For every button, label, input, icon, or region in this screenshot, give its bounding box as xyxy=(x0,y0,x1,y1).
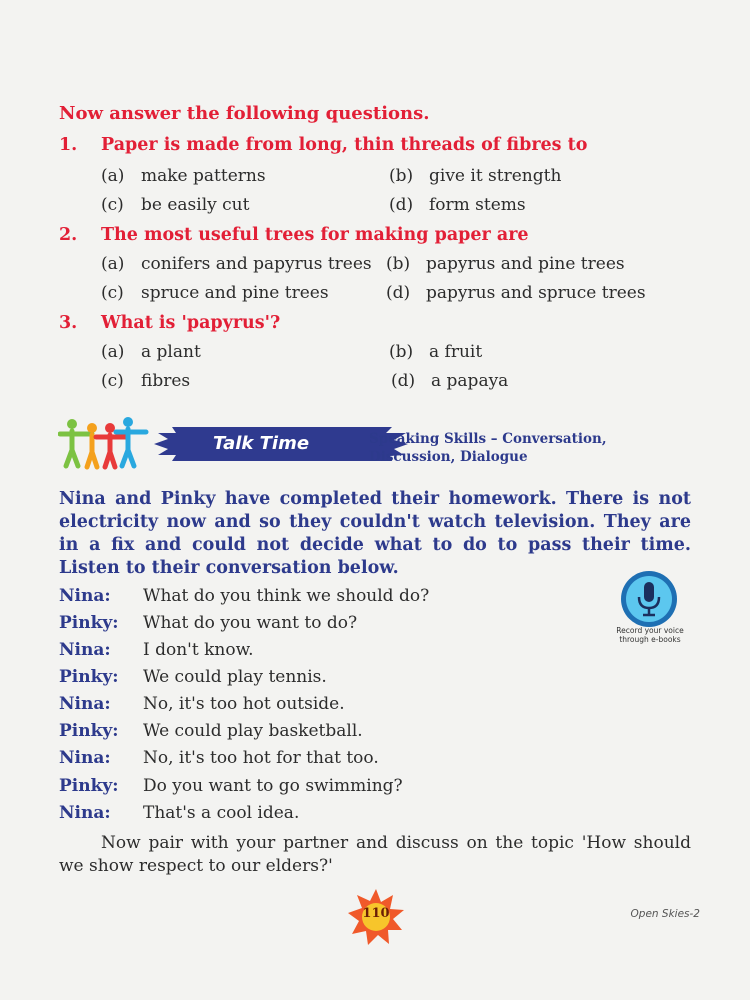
question-text: The most useful trees for making paper are xyxy=(101,225,529,245)
speaker: Nina: xyxy=(59,586,111,606)
questions-heading: Now answer the following questions. xyxy=(59,103,430,124)
option-1a: (a) make patterns xyxy=(101,166,266,186)
closing-paragraph: Now pair with your partner and discuss on the topic 'How should we show respect to our elders?' xyxy=(59,833,691,876)
utterance: What do you want to do? xyxy=(143,613,358,633)
speaker: Nina: xyxy=(59,803,111,823)
option-2b: (b) papyrus and pine trees xyxy=(386,254,625,274)
question-text: Paper is made from long, thin threads of fibres to xyxy=(101,135,588,155)
skills-line-2: Discussion, Dialogue xyxy=(369,449,528,465)
record-caption xyxy=(600,626,700,644)
utterance: Do you want to go swimming? xyxy=(143,776,403,796)
utterance: No, it's too hot for that too. xyxy=(143,748,379,768)
skills-line-1: Speaking Skills – Conversation, xyxy=(369,431,607,447)
option-2a: (a) conifers and papyrus trees xyxy=(101,254,372,274)
speaker: Nina: xyxy=(59,748,111,768)
kids-group-icon xyxy=(58,412,158,472)
speaker: Nina: xyxy=(59,640,111,660)
speaker: Pinky: xyxy=(59,613,119,633)
talk-time-title: Talk Time xyxy=(212,433,310,454)
talk-time-banner xyxy=(58,412,618,472)
page-number: 110 xyxy=(362,906,390,921)
utterance: I don't know. xyxy=(143,640,254,660)
option-1c: (c) be easily cut xyxy=(101,195,250,215)
speaker: Nina: xyxy=(59,694,111,714)
option-3b: (b) a fruit xyxy=(389,342,483,362)
intro-paragraph: Nina and Pinky have completed their homework. There is not electricity now and so they couldn't watch television. They are in a fix and could not decide what to do to pass their time. Listen to their conversation below. xyxy=(59,489,691,578)
record-caption-line-1: Record your voice xyxy=(616,626,684,635)
record-caption-line-2: through e-books xyxy=(619,635,681,644)
utterance: No, it's too hot outside. xyxy=(143,694,345,714)
option-3c: (c) fibres xyxy=(101,371,191,391)
option-3d: (d) a papaya xyxy=(391,371,509,391)
question-number: 1. xyxy=(59,135,78,155)
option-2c: (c) spruce and pine trees xyxy=(101,283,329,303)
utterance: That's a cool idea. xyxy=(143,803,300,823)
question-number: 2. xyxy=(59,225,78,245)
microphone-icon[interactable] xyxy=(620,570,678,628)
speaker: Pinky: xyxy=(59,721,119,741)
option-3a: (a) a plant xyxy=(101,342,201,362)
speaker: Pinky: xyxy=(59,667,119,687)
question-number: 3. xyxy=(59,313,78,333)
question-text: What is 'papyrus'? xyxy=(101,313,281,333)
speaker: Pinky: xyxy=(59,776,119,796)
option-1b: (b) give it strength xyxy=(389,166,562,186)
utterance: We could play tennis. xyxy=(143,667,327,687)
option-1d: (d) form stems xyxy=(389,195,526,215)
book-title: Open Skies-2 xyxy=(630,908,700,920)
skills-caption xyxy=(369,430,629,466)
utterance: We could play basketball. xyxy=(143,721,363,741)
option-2d: (d) papyrus and spruce trees xyxy=(386,283,646,303)
utterance: What do you think we should do? xyxy=(143,586,430,606)
